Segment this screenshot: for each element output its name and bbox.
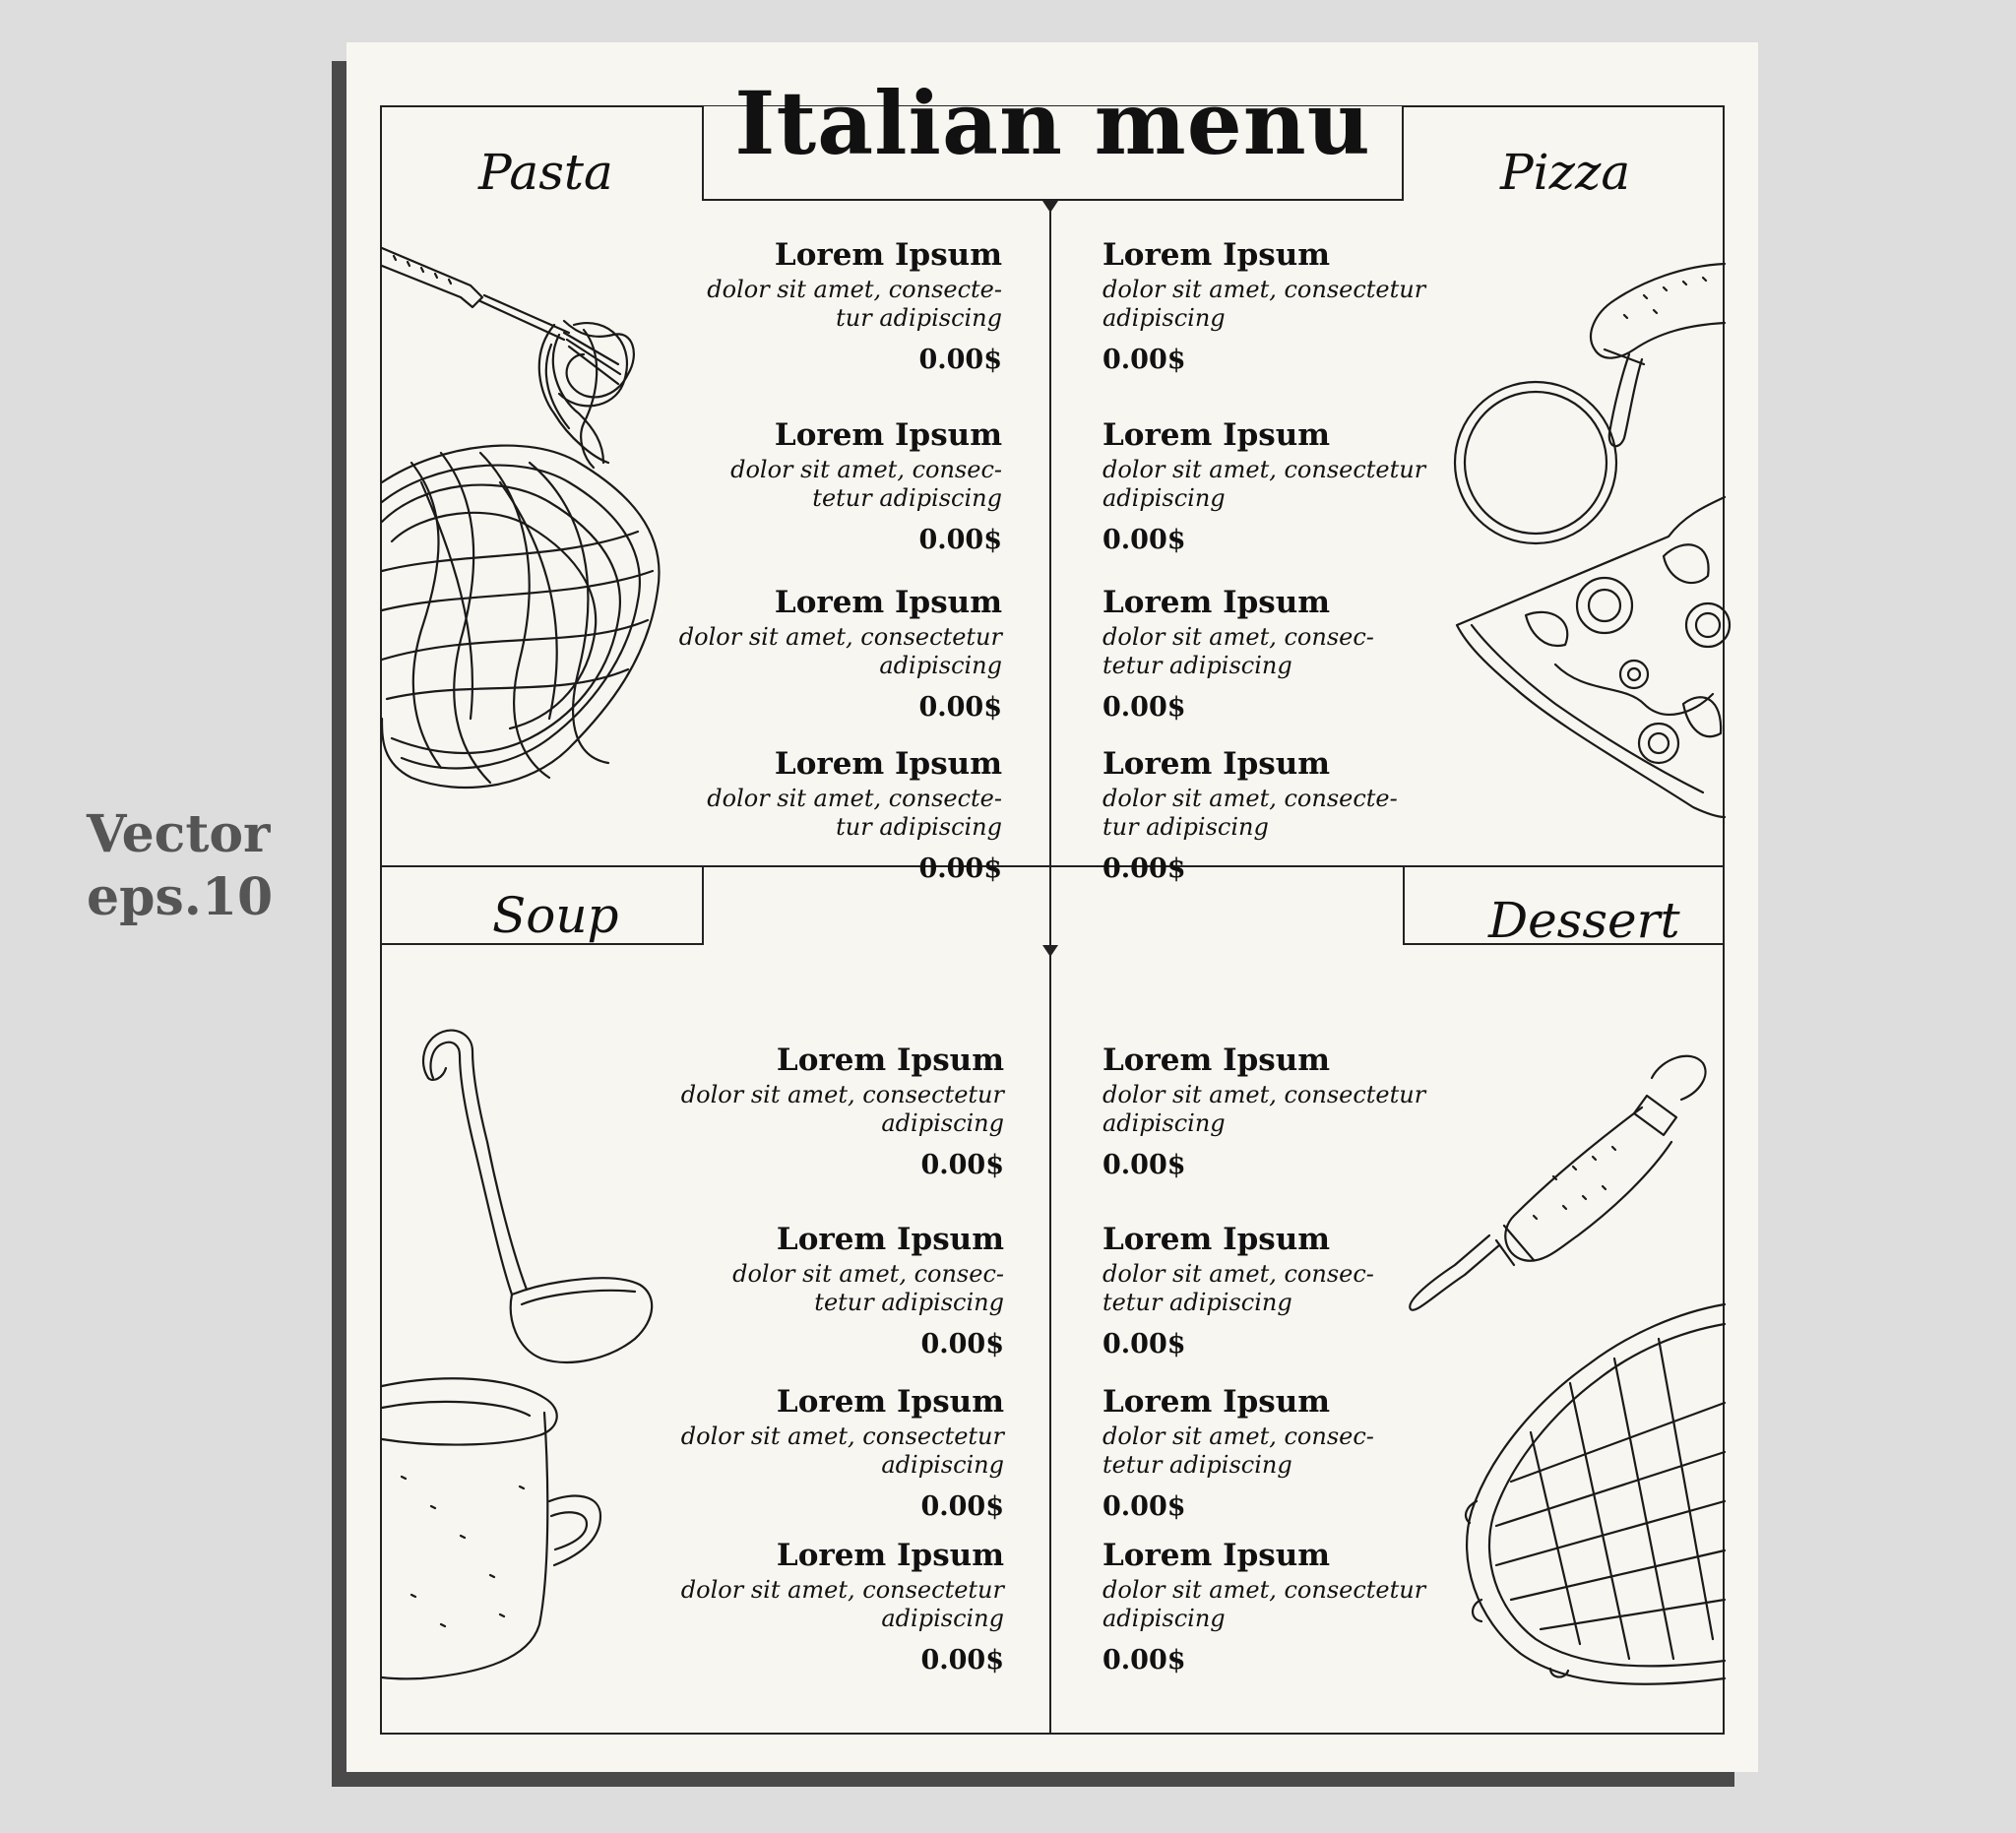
item-desc: dolor sit amet, consec- tetur adipiscing — [1102, 623, 1374, 679]
item-name: Lorem Ipsum — [774, 237, 1002, 273]
item-name: Lorem Ipsum — [1102, 1538, 1331, 1573]
spaghetti-nest-icon — [382, 423, 677, 797]
item-desc: dolor sit amet, consecte- tur adipiscing — [1102, 785, 1398, 841]
item-price: 0.00$ — [918, 853, 1002, 884]
section-label-pasta: Pasta — [478, 144, 613, 201]
page-title: Italian menu — [734, 72, 1371, 174]
item-desc: dolor sit amet, consecte- tur adipiscing — [707, 785, 1002, 841]
item-price: 0.00$ — [920, 1329, 1004, 1359]
item-name: Lorem Ipsum — [1102, 1384, 1331, 1420]
lattice-pie-icon — [1452, 1304, 1728, 1688]
menu-item — [677, 236, 1002, 376]
item-desc: dolor sit amet, consec- tetur adipiscing — [730, 456, 1002, 512]
rolling-pin-icon — [1406, 1048, 1711, 1324]
menu-item — [1102, 1383, 1457, 1523]
item-price: 0.00$ — [918, 692, 1002, 723]
item-name: Lorem Ipsum — [774, 746, 1002, 782]
item-price: 0.00$ — [920, 1491, 1004, 1522]
item-price: 0.00$ — [1102, 692, 1186, 723]
menu-item — [1102, 1221, 1457, 1360]
item-desc: dolor sit amet, consectetur adipiscing — [680, 1081, 1004, 1137]
menu-item — [677, 416, 1002, 556]
item-price: 0.00$ — [1102, 1645, 1186, 1675]
item-name: Lorem Ipsum — [776, 1043, 1004, 1078]
section-label-dessert: Dessert — [1488, 892, 1680, 949]
divider-marker-top — [1042, 201, 1058, 213]
menu-item — [677, 584, 1002, 724]
item-desc: dolor sit amet, consectetur adipiscing — [680, 1576, 1004, 1632]
menu-item — [679, 1383, 1004, 1523]
item-name: Lorem Ipsum — [1102, 1043, 1331, 1078]
menu-item — [1102, 1042, 1457, 1181]
item-name: Lorem Ipsum — [1102, 746, 1331, 782]
vector-note — [87, 803, 273, 929]
pizza-slice-icon — [1457, 497, 1725, 822]
item-price: 0.00$ — [1102, 345, 1186, 375]
item-price: 0.00$ — [918, 525, 1002, 555]
item-price: 0.00$ — [1102, 1150, 1186, 1180]
pizza-cutter-icon — [1447, 256, 1725, 512]
item-desc: dolor sit amet, consectetur adipiscing — [1102, 276, 1426, 332]
section-label-pizza: Pizza — [1500, 144, 1631, 201]
item-desc: dolor sit amet, consecte- tur adipiscing — [707, 276, 1002, 332]
item-price: 0.00$ — [920, 1150, 1004, 1180]
item-desc: dolor sit amet, consec- tetur adipiscing — [1102, 1260, 1374, 1316]
item-name: Lorem Ipsum — [774, 585, 1002, 620]
soup-pot-icon — [382, 1368, 608, 1683]
item-desc: dolor sit amet, consectetur adipiscing — [1102, 1081, 1426, 1137]
menu-item — [1102, 1537, 1457, 1676]
item-price: 0.00$ — [1102, 853, 1186, 884]
menu-item — [679, 1221, 1004, 1360]
item-name: Lorem Ipsum — [774, 417, 1002, 453]
item-name: Lorem Ipsum — [776, 1538, 1004, 1573]
menu-item — [1102, 745, 1457, 885]
menu-item — [679, 1537, 1004, 1676]
item-desc: dolor sit amet, consectetur adipiscing — [680, 1422, 1004, 1479]
menu-item — [679, 1042, 1004, 1181]
menu-item — [677, 745, 1002, 885]
item-price: 0.00$ — [1102, 525, 1186, 555]
item-name: Lorem Ipsum — [776, 1222, 1004, 1257]
item-price: 0.00$ — [1102, 1491, 1186, 1522]
ladle-icon — [399, 1024, 664, 1378]
item-price: 0.00$ — [920, 1645, 1004, 1675]
item-name: Lorem Ipsum — [1102, 585, 1331, 620]
item-desc: dolor sit amet, consectetur adipiscing — [1102, 456, 1426, 512]
item-name: Lorem Ipsum — [776, 1384, 1004, 1420]
item-name: Lorem Ipsum — [1102, 417, 1331, 453]
item-desc: dolor sit amet, consec- tetur adipiscing — [1102, 1422, 1374, 1479]
item-price: 0.00$ — [1102, 1329, 1186, 1359]
item-desc: dolor sit amet, consectetur adipiscing — [678, 623, 1002, 679]
item-price: 0.00$ — [918, 345, 1002, 375]
item-desc: dolor sit amet, consectetur adipiscing — [1102, 1576, 1426, 1632]
menu-item — [1102, 584, 1457, 724]
menu-item — [1102, 236, 1457, 376]
item-name: Lorem Ipsum — [1102, 237, 1331, 273]
vector-note-line1: Vector — [87, 804, 271, 864]
divider-marker-bottom — [1042, 945, 1058, 957]
menu-item — [1102, 416, 1457, 556]
vector-note-line2: eps.10 — [87, 867, 274, 927]
center-divider — [1049, 197, 1051, 1733]
section-label-soup: Soup — [492, 887, 619, 944]
item-name: Lorem Ipsum — [1102, 1222, 1331, 1257]
item-desc: dolor sit amet, consec- tetur adipiscing — [732, 1260, 1004, 1316]
